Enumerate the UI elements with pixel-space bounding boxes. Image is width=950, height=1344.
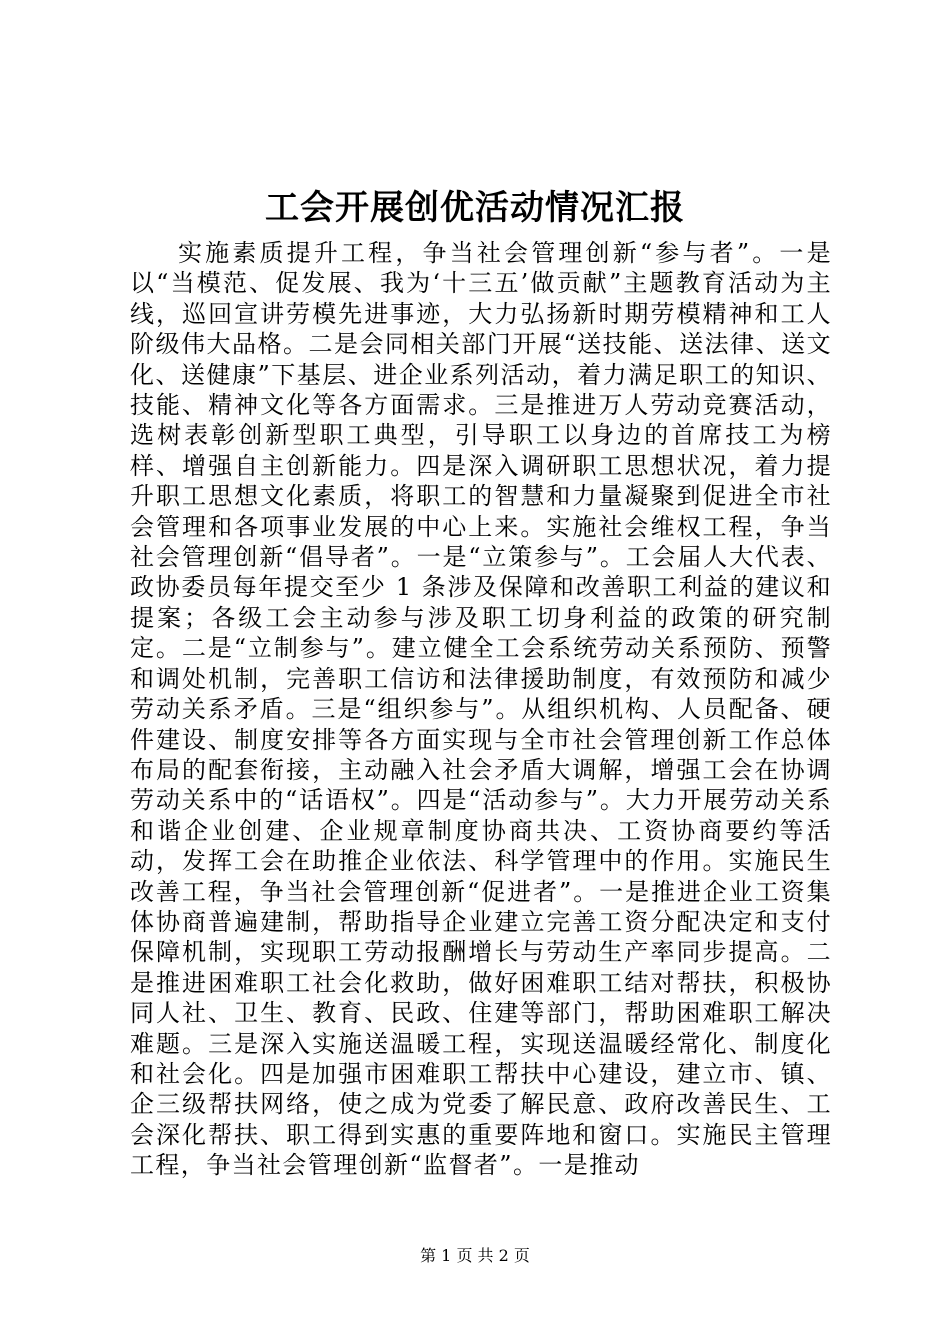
page-footer: 第 1 页 共 2 页 (420, 1246, 530, 1265)
document-title: 工会开展创优活动情况汇报 (265, 188, 685, 228)
document-body-paragraph: 实施素质提升工程，争当社会管理创新“参与者”。一是以“当模范、促发展、我为‘十三五’做贡献”主题教育活动为主线，巡回宣讲劳模先进事迹，大力弘扬新时期劳模精神和工人阶级伟大品格。二是会同相关部门开展“送技能、送法律、送文化、送健康”下基层、进企业系列活动，着力满足职工的知识、技能、精神文化等各方面需求。三是推进万人劳动竞赛活动，选树表彰创新型职工典型，引导职工以身边的首席技工为榜样、增强自主创新能力。四是深入调研职工思想状况，着力提升职工思想文化素质，将职工的智慧和力量凝聚到促进全市社会管理和各项事业发展的中心上来。实施社会维权工程，争当社会管理创新“倡导者”。一是“立策参与”。工会届人大代表、政协委员每年提交至少 1 条涉及保障和改善职工利益的建议和提案；各级工会主动参与涉及职工切身利益的政策的研究制定。二是“立制参与”。建立健全工会系统劳动关系预防、预警和调处机制，完善职工信访和法律援助制度，有效预防和减少劳动关系矛盾。三是“组织参与”。从组织机构、人员配备、硬件建设、制度安排等各方面实现与全市社会管理创新工作总体布局的配套衔接，主动融入社会矛盾大调解，增强工会在协调劳动关系中的“话语权”。四是“活动参与”。大力开展劳动关系和谐企业创建、企业规章制度协商共决、工资协商要约等活动，发挥工会在助推企业依法、科学管理中的作用。实施民生改善工程，争当社会管理创新“促进者”。一是推进企业工资集体协商普遍建制，帮助指导企业建立完善工资分配决定和支付保障机制，实现职工劳动报酬增长与劳动生产率同步提高。二是推进困难职工社会化救助，做好困难职工结对帮扶，积极协同人社、卫生、教育、民政、住建等部门，帮助困难职工解决难题。三是深入实施送温暖工程，实现送温暖经常化、制度化和社会化。四是加强市困难职工帮扶中心建设，建立市、镇、企三级帮扶网络，使之成为党委了解民意、政府改善民生、工会深化帮扶、职工得到实惠的重要阵地和窗口。实施民主管理工程，争当社会管理创新“监督者”。一是推动 (130, 239, 832, 1180)
